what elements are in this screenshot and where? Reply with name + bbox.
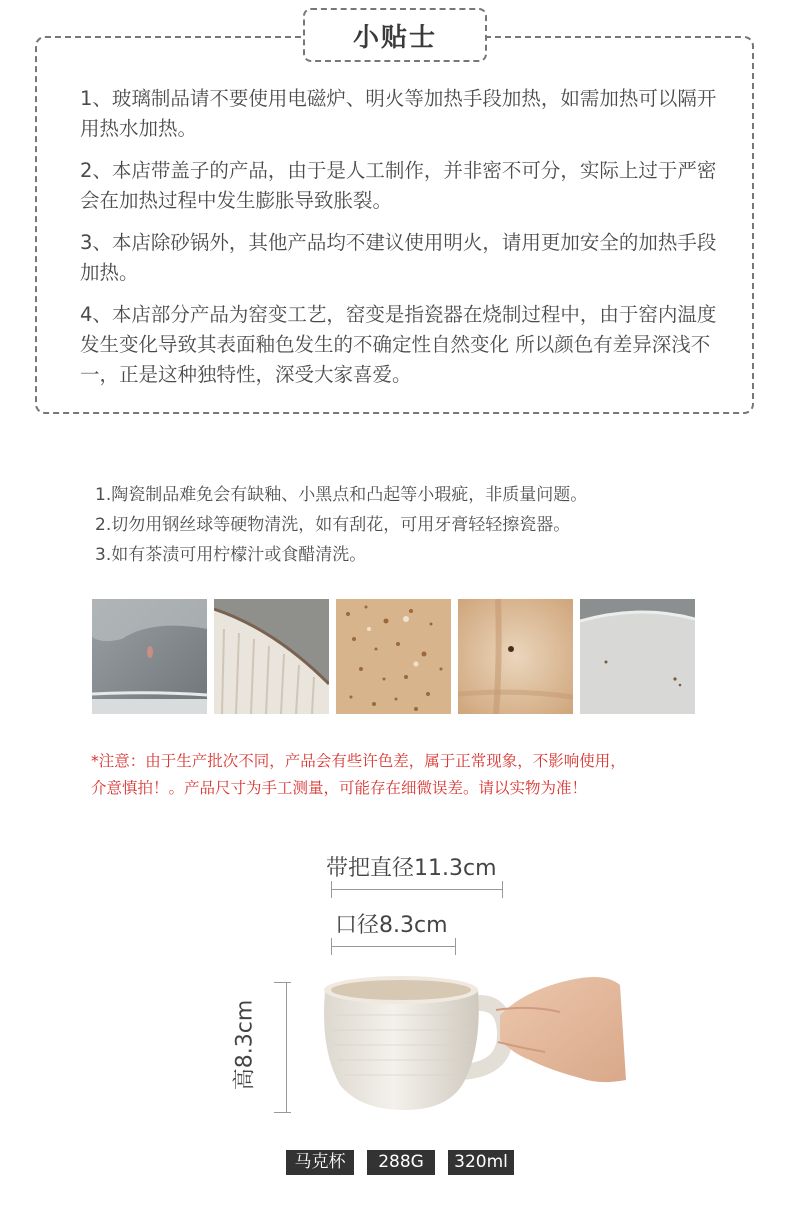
notice (91, 748, 731, 802)
photo-speckles (336, 599, 451, 714)
mouth-diameter-tick-left (331, 938, 332, 955)
care-item-2: 2.切勿用钢丝球等硬物清洗，如有刮花，可用牙膏轻轻擦瓷器。 (95, 515, 571, 535)
mug-photo (300, 960, 640, 1124)
notice-line-1: *注意：由于生产批次不同，产品会有些许色差，属于正常现象，不影响使用， (91, 752, 626, 770)
spec-name-tag: 马克杯 (286, 1150, 354, 1175)
tips-title: 小贴士 (303, 8, 487, 62)
photo-rim-texture (214, 599, 329, 714)
care-list (95, 480, 735, 570)
photo-gray-dots (580, 599, 695, 714)
mouth-diameter-line (331, 946, 456, 947)
handle-diameter-label: 带把直径11.3cm (326, 856, 497, 881)
tip-item-3: 3、本店除砂锅外，其他产品均不建议使用明火，请用更加安全的加热手段加热。 (80, 231, 717, 284)
photo-black-dot (458, 599, 573, 714)
care-item-1: 1.陶瓷制品难免会有缺釉、小黑点和凸起等小瑕疵，非质量问题。 (95, 485, 588, 505)
care-item-3: 3.如有茶渍可用柠檬汁或食醋清洗。 (95, 545, 367, 565)
spec-weight-tag: 288G (367, 1150, 435, 1175)
height-label: 高8.3cm (232, 999, 258, 1091)
tip-item-2: 2、本店带盖子的产品，由于是人工制作，并非密不可分，实际上过于严密会在加热过程中发生膨胀导致胀裂。 (80, 159, 717, 212)
height-tick-top (274, 982, 291, 983)
mouth-diameter-label: 口径8.3cm (335, 913, 448, 938)
tips-list (80, 84, 720, 402)
notice-line-2: 介意慎拍！。产品尺寸为手工测量，可能存在细微误差。请以实物为准！ (91, 779, 588, 797)
handle-diameter-tick-right (502, 881, 503, 898)
mouth-diameter-tick-right (455, 938, 456, 955)
tip-item-1: 1、玻璃制品请不要使用电磁炉、明火等加热手段加热，如需加热可以隔开用热水加热。 (80, 87, 717, 140)
height-line (286, 982, 287, 1113)
height-tick-bottom (274, 1112, 291, 1113)
handle-diameter-line (331, 889, 503, 890)
tip-item-4: 4、本店部分产品为窑变工艺，窑变是指瓷器在烧制过程中，由于窑内温度发生变化导致其表面釉色发生的不确定性自然变化 所以颜色有差异深浅不一，正是这种独特性，深受大家喜爱。 (80, 303, 717, 386)
photo-glaze-gray (92, 599, 207, 714)
handle-diameter-tick-left (331, 881, 332, 898)
spec-capacity-tag: 320ml (448, 1150, 514, 1175)
